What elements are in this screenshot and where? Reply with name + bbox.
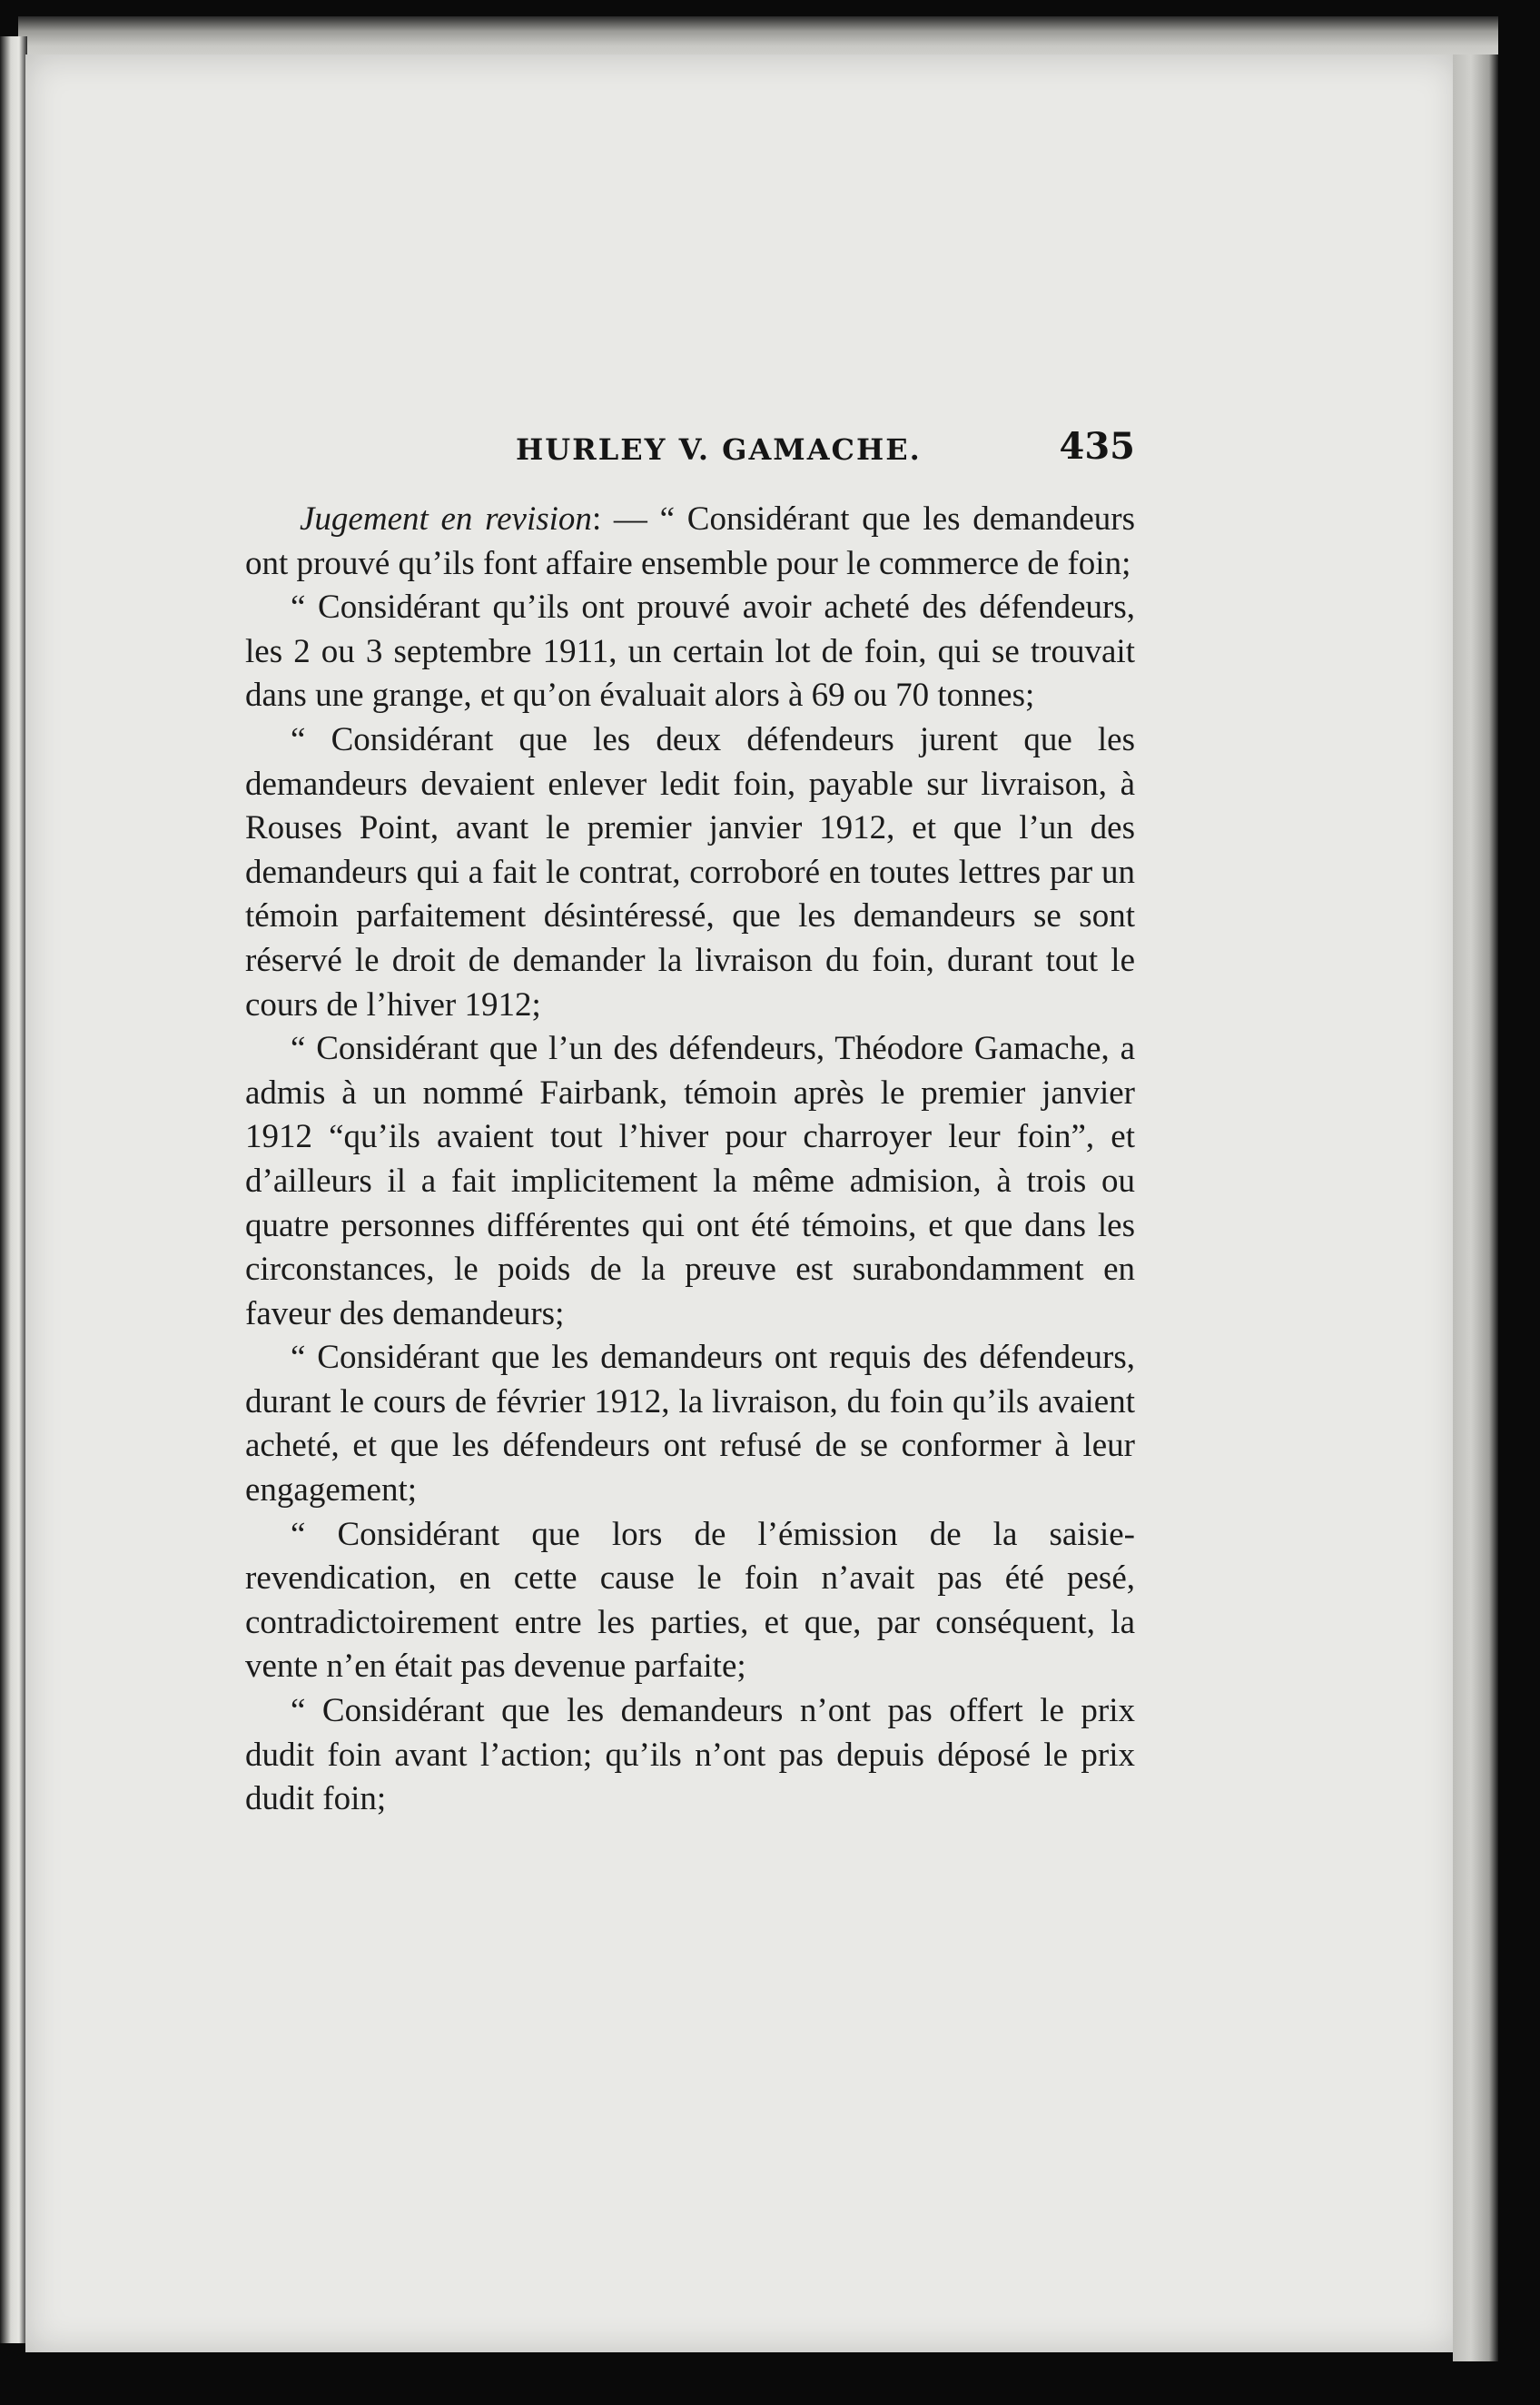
paragraph-text: : — “ Considérant que les demandeurs ont prouvé qu’ils font affaire ensemble pour le commerce de foin; xyxy=(245,500,1135,582)
paragraph: “ Considérant que lors de l’émission de la saisie-revendication, en cette cause le foin n’avait pas été pesé, contradictoirement entre les parties, et que, par conséquent, la vente n’en était pas devenue parfaite; xyxy=(245,1515,1135,1686)
paragraph: “ Considérant que les demandeurs n’ont pas offert le prix dudit foin avant l’action; qu’ils n’ont pas depuis déposé le prix dudit foin; xyxy=(245,1692,1135,1818)
paragraph xyxy=(245,498,1135,586)
lead-italic: Jugement en revision xyxy=(300,500,592,538)
paragraph: “ Considérant que les demandeurs ont requis des défendeurs, durant le cours de février 1912, la livraison, du foin qu’ils avaient acheté, et que les défendeurs ont refusé de se conformer à leur engagement; xyxy=(245,1339,1135,1509)
running-head: HURLEY V. GAMACHE. xyxy=(516,432,922,467)
page-header xyxy=(516,425,1135,480)
paragraph: “ Considérant que l’un des défendeurs, Théodore Gamache, a admis à un nommé Fairbank, témoin après le premier janvier 1912 “qu’ils avaient tout l’hiver pour charroyer leur foin”, et d’ailleurs il a fait implicitement la même admision, à trois ou quatre personnes différentes qui ont été témoins, et que dans les circonstances, le poids de la preuve est surabondamment en faveur des demandeurs; xyxy=(245,1030,1135,1332)
right-page-edge xyxy=(1453,54,1498,2361)
paragraph: “ Considérant que les deux défendeurs jurent que les demandeurs devaient enlever ledit foin, payable sur livraison, à Rouses Point, avant le premier janvier 1912, et que l’un des demandeurs qui a fait le contrat, corroboré en toutes lettres par un témoin parfaitement désintéressé, que les demandeurs se sont réservé le droit de demander la livraison du foin, durant tout le cours de l’hiver 1912; xyxy=(245,720,1135,1024)
left-page-edge xyxy=(0,36,27,2343)
paragraph: “ Considérant qu’ils ont prouvé avoir acheté des défendeurs, les 2 ou 3 septembre 1911, un certain lot de foin, qui se trouvait dans une grange, et qu’on évaluait alors à 69 ou 70 tonnes; xyxy=(245,589,1135,715)
page-number: 435 xyxy=(1059,425,1135,468)
body-text xyxy=(245,498,1135,1822)
